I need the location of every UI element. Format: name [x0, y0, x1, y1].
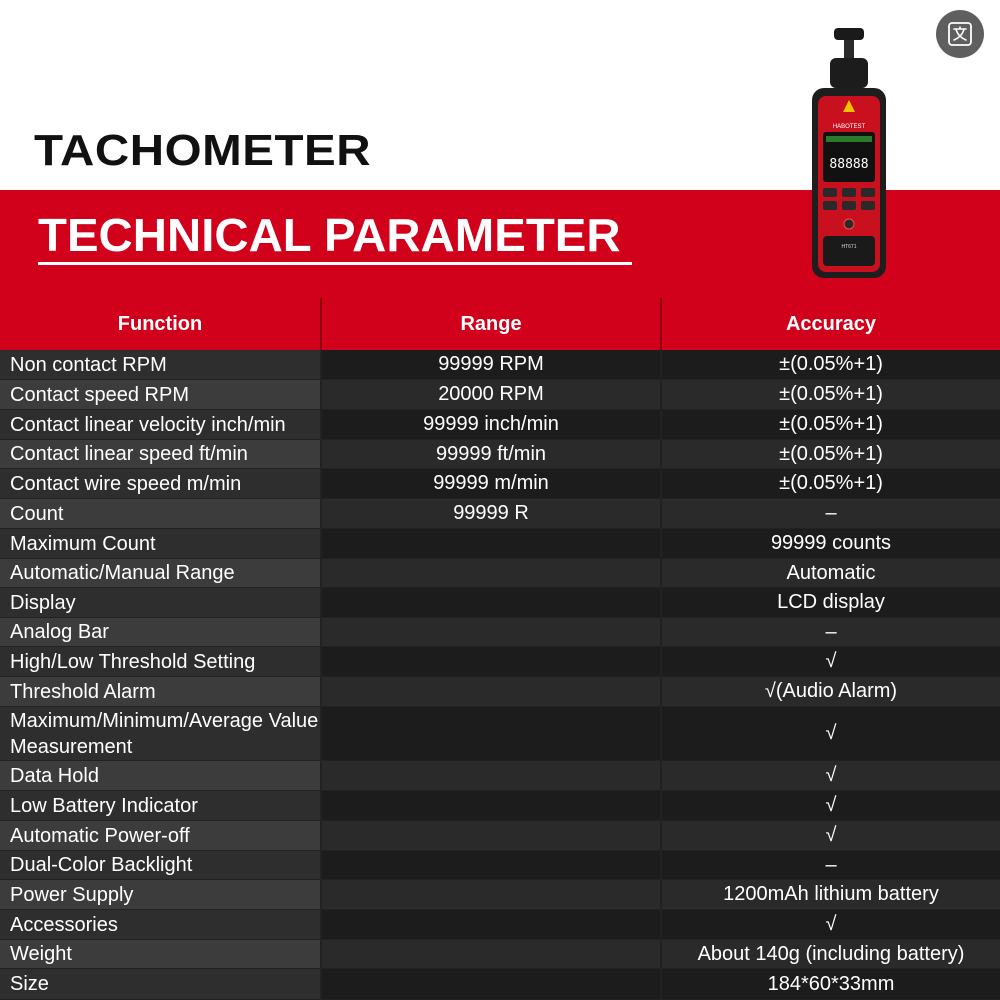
cell-function: Accessories [0, 910, 320, 939]
table-row [0, 821, 1000, 851]
cell-function: Threshold Alarm [0, 677, 320, 706]
page-title: TACHOMETER [34, 126, 372, 175]
translate-icon [946, 20, 974, 48]
cell-function: Automatic/Manual Range [0, 559, 320, 587]
cell-range [322, 647, 660, 676]
cell-range: 99999 m/min [322, 469, 660, 498]
table-row [0, 647, 1000, 677]
cell-range [322, 677, 660, 706]
cell-range: 99999 ft/min [322, 440, 660, 468]
cell-accuracy: ±(0.05%+1) [662, 469, 1000, 498]
cell-accuracy: ±(0.05%+1) [662, 440, 1000, 468]
cell-accuracy: 184*60*33mm [662, 969, 1000, 999]
column-header-accuracy: Accuracy [785, 312, 877, 335]
cell-accuracy: ±(0.05%+1) [662, 380, 1000, 409]
cell-range: 99999 RPM [322, 350, 660, 379]
table-row [0, 880, 1000, 910]
cell-range [322, 821, 660, 850]
cell-range: 20000 RPM [322, 380, 660, 409]
device-brand: HABOTEST [832, 124, 866, 130]
cell-accuracy: – [662, 618, 1000, 646]
cell-accuracy: √ [662, 647, 1000, 676]
table-row [0, 761, 1000, 791]
table-row [0, 791, 1000, 821]
cell-function: Contact wire speed m/min [0, 469, 320, 498]
cell-accuracy: ±(0.05%+1) [662, 350, 1000, 379]
cell-range [322, 910, 660, 939]
cell-function: Maximum/Minimum/Average Value Measurement [0, 707, 320, 760]
cell-range [322, 707, 660, 760]
cell-function: Low Battery Indicator [0, 791, 320, 820]
cell-range [322, 880, 660, 909]
table-row [0, 440, 1000, 469]
section-title: TECHNICAL PARAMETER [38, 209, 621, 261]
table-row [0, 969, 1000, 1000]
cell-range [322, 559, 660, 587]
cell-function: Dual-Color Backlight [0, 851, 320, 879]
cell-function: Display [0, 588, 320, 617]
table-row [0, 707, 1000, 761]
tachometer-device-image [808, 28, 890, 278]
table-row [0, 677, 1000, 707]
cell-accuracy: √ [662, 910, 1000, 939]
cell-accuracy: √ [662, 761, 1000, 790]
table-row [0, 940, 1000, 969]
cell-range [322, 940, 660, 968]
cell-accuracy: √ [662, 791, 1000, 820]
cell-range [322, 791, 660, 820]
cell-function: Automatic Power-off [0, 821, 320, 850]
table-row [0, 588, 1000, 618]
cell-function: Weight [0, 940, 320, 968]
cell-range: 99999 inch/min [322, 410, 660, 439]
cell-function: Maximum Count [0, 529, 320, 558]
cell-function: Non contact RPM [0, 350, 320, 379]
cell-function: Count [0, 499, 320, 528]
cell-accuracy: 99999 counts [662, 529, 1000, 558]
cell-accuracy: √(Audio Alarm) [662, 677, 1000, 706]
table-row [0, 469, 1000, 499]
cell-accuracy: – [662, 499, 1000, 528]
spec-table [0, 298, 1000, 1000]
cell-function: High/Low Threshold Setting [0, 647, 320, 676]
cell-function: Contact speed RPM [0, 380, 320, 409]
cell-accuracy: ±(0.05%+1) [662, 410, 1000, 439]
cell-function: Power Supply [0, 880, 320, 909]
table-row [0, 380, 1000, 410]
cell-range [322, 618, 660, 646]
cell-accuracy: – [662, 851, 1000, 879]
table-row [0, 350, 1000, 380]
column-header-function: Function [117, 312, 203, 335]
cell-function: Size [0, 969, 320, 999]
table-header [0, 298, 1000, 350]
cell-range [322, 529, 660, 558]
table-row [0, 499, 1000, 529]
cell-function: Analog Bar [0, 618, 320, 646]
cell-range [322, 969, 660, 999]
cell-range [322, 588, 660, 617]
section-title-underline [38, 262, 632, 265]
translate-button[interactable] [936, 10, 984, 58]
cell-range [322, 761, 660, 790]
cell-accuracy: √ [662, 707, 1000, 760]
table-row [0, 851, 1000, 880]
table-row [0, 559, 1000, 588]
cell-accuracy: LCD display [662, 588, 1000, 617]
cell-range: 99999 R [322, 499, 660, 528]
column-header-range: Range [460, 312, 522, 335]
table-row [0, 910, 1000, 940]
device-screen-reading: 88888 [829, 157, 869, 172]
table-row [0, 410, 1000, 440]
device-model: HT671 [841, 244, 857, 250]
cell-function: Contact linear velocity inch/min [0, 410, 320, 439]
cell-range [322, 851, 660, 879]
cell-accuracy: √ [662, 821, 1000, 850]
cell-accuracy: 1200mAh lithium battery [662, 880, 1000, 909]
cell-function: Contact linear speed ft/min [0, 440, 320, 468]
cell-accuracy: Automatic [662, 559, 1000, 587]
cell-accuracy: About 140g (including battery) [662, 940, 1000, 968]
cell-function: Data Hold [0, 761, 320, 790]
table-row [0, 529, 1000, 559]
table-row [0, 618, 1000, 647]
